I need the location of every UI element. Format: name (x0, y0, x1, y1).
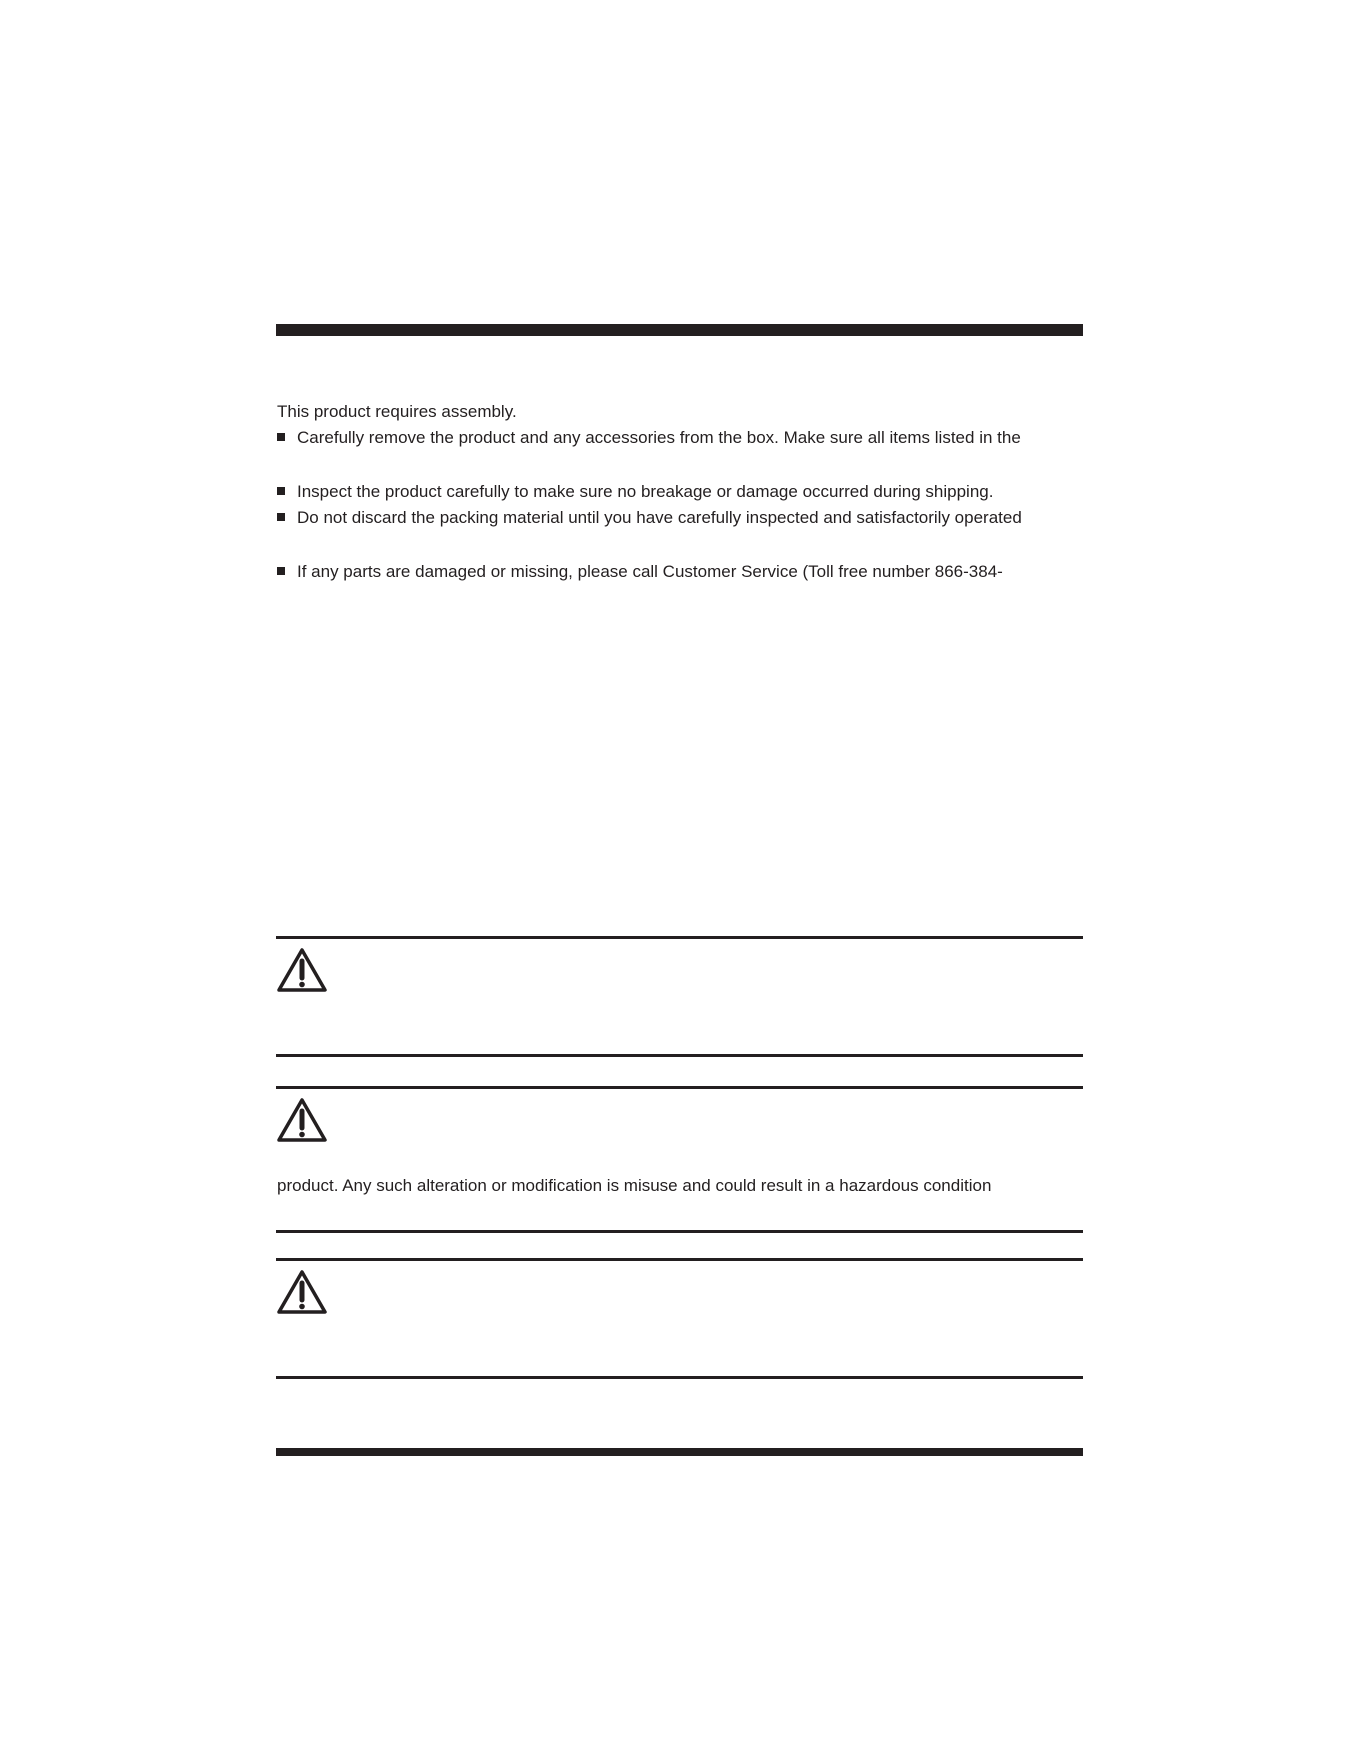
square-bullet (277, 513, 285, 521)
warning-box-bottom-rule (276, 1376, 1083, 1379)
list-item (277, 482, 993, 502)
list-item-text: If any parts are damaged or missing, please call Customer Service (Toll free number 866-384- (297, 562, 1003, 581)
warning-triangle-icon (276, 1096, 328, 1144)
warning-triangle-icon (276, 946, 328, 994)
list-item-text: Do not discard the packing material until you have carefully inspected and satisfactorily operated (297, 508, 1022, 527)
list-item-text: Carefully remove the product and any accessories from the box. Make sure all items listed in the (297, 428, 1021, 447)
square-bullet (277, 487, 285, 495)
warning-triangle-icon (276, 1268, 328, 1316)
warning-box-top-rule (276, 1258, 1083, 1261)
intro-text: This product requires assembly. (277, 402, 517, 421)
bottom-section-rule (276, 1448, 1083, 1456)
list-item (277, 428, 1021, 448)
warning-box-top-rule (276, 1086, 1083, 1089)
warning-text: product. Any such alteration or modification is misuse and could result in a hazardous condition (277, 1176, 992, 1195)
list-item (277, 508, 1022, 528)
top-heading-rule (276, 324, 1083, 336)
warning-box-bottom-rule (276, 1054, 1083, 1057)
warning-box-bottom-rule (276, 1230, 1083, 1233)
list-item-text: Inspect the product carefully to make sure no breakage or damage occurred during shipping. (297, 482, 994, 501)
warning-box-top-rule (276, 936, 1083, 939)
square-bullet (277, 433, 285, 441)
list-item (277, 562, 1003, 582)
square-bullet (277, 567, 285, 575)
